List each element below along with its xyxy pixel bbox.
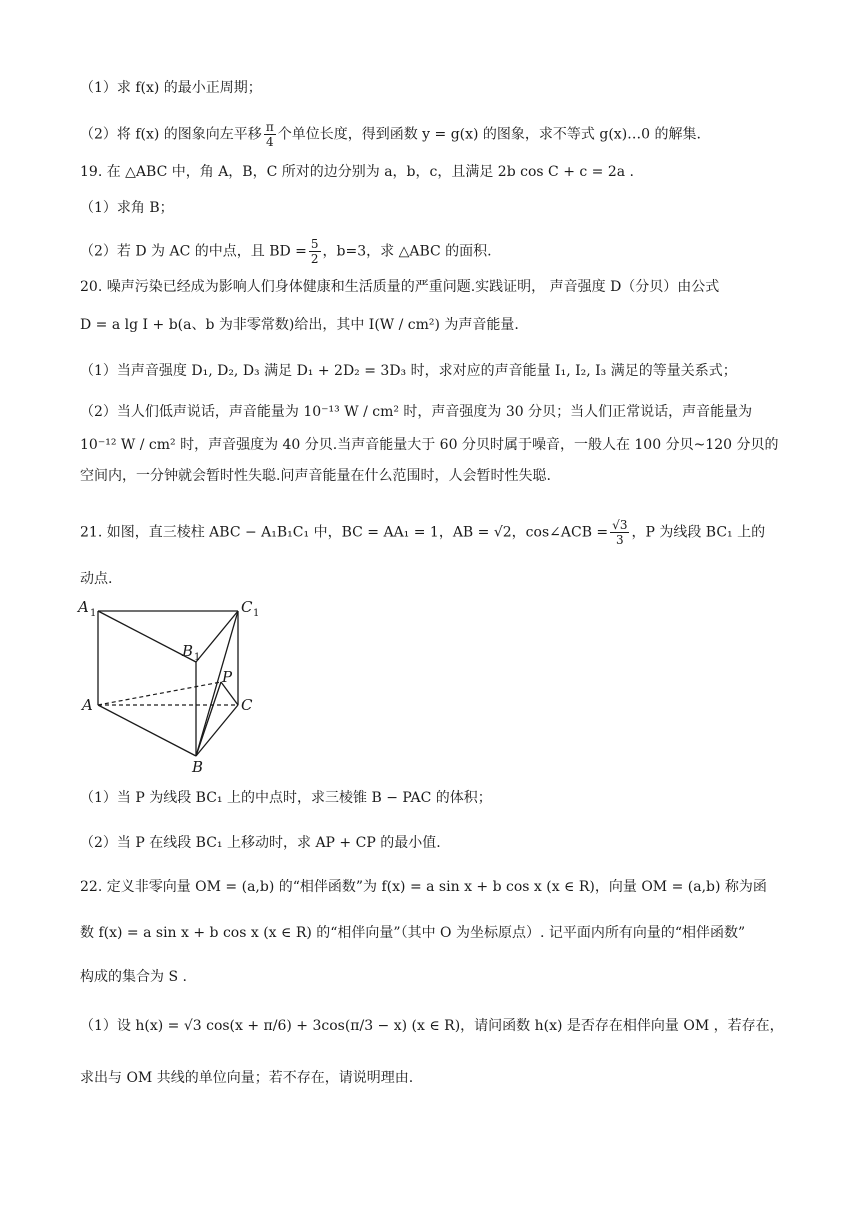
- q19-part1: （1）求角 B；: [80, 200, 174, 216]
- q22-part1-line1: （1）设 h(x) = √3 cos(x + π/6) + 3cos(π/3 − x) (x ∈ R)，请问函数 h(x) 是否存在相伴向量 OM ，若存在，: [80, 1018, 784, 1034]
- label-P: P: [222, 668, 233, 686]
- q20-part2-line3: 空间内，一分钟就会暂时性失聪.问声音能量在什么范围时，人会暂时性失聪.: [80, 468, 551, 484]
- q18-part1: （1）求 f(x) 的最小正周期；: [80, 80, 262, 96]
- svg-text:1: 1: [253, 608, 260, 619]
- fraction-sqrt3-over-3: $\frac{√3}{3}$: [612, 518, 628, 547]
- q19-part2: （2）若 D 为 AC 的中点，且 BD = $\frac{5}{2}$ ，b=3，求 △ABC 的面积.: [80, 237, 492, 266]
- q22-stem-line1: 22. 定义非零向量 OM = (a,b) 的“相伴函数”为 f(x) = a sin x + b cos x (x ∈ R)，向量 OM = (a,b) 称为函: [80, 879, 767, 895]
- q20-part2-line1: （2）当人们低声说话，声音能量为 10⁻¹³ W / cm² 时，声音强度为 30 分贝；当人们正常说话，声音能量为: [80, 404, 753, 420]
- fraction-5-over-2: $\frac{5}{2}$: [310, 237, 319, 266]
- q20-stem-line2: D = a lg I + b(a、b 为非零常数)给出，其中 I(W / cm²) 为声音能量.: [80, 317, 519, 333]
- svg-text:1: 1: [194, 652, 201, 663]
- q21-stem-line2: 动点.: [80, 571, 113, 587]
- label-C: C: [241, 696, 253, 714]
- fraction-pi-over-4: $\frac{\pi}{4}$: [265, 120, 274, 149]
- svg-text:1: 1: [90, 608, 97, 619]
- q19-stem: 19. 在 △ABC 中，角 A，B，C 所对的边分别为 a，b，c，且满足 2b cos C + c = 2a .: [80, 164, 635, 180]
- label-A: A: [82, 696, 93, 714]
- q22-stem-line2: 数 f(x) = a sin x + b cos x (x ∈ R) 的“相伴向量”（其中 O 为坐标原点）. 记平面内所有向量的“相伴函数”: [80, 925, 746, 941]
- q22-stem-line3: 构成的集合为 S .: [80, 969, 187, 985]
- q20-part1: （1）当声音强度 D₁, D₂, D₃ 满足 D₁ + 2D₂ = 3D₃ 时，求对应的声音能量 I₁, I₂, I₃ 满足的等量关系式；: [80, 363, 737, 379]
- q21-part2: （2）当 P 在线段 BC₁ 上移动时，求 AP + CP 的最小值.: [80, 835, 441, 851]
- q21-stem-line1: 21. 如图，直三棱柱 ABC − A₁B₁C₁ 中，BC = AA₁ = 1，AB = √2，cos∠ACB = $\frac{√3}{3}$ ，P 为线段 BC₁ 上的: [80, 518, 766, 547]
- q20-part2-line2: 10⁻¹² W / cm² 时，声音强度为 40 分贝.当声音能量大于 60 分贝时属于噪音，一般人在 100 分贝~120 分贝的: [80, 437, 779, 453]
- label-A1: A: [78, 598, 89, 616]
- label-B: B: [192, 758, 204, 776]
- q20-stem-line1: 20. 噪声污染已经成为影响人们身体健康和生活质量的严重问题.实践证明， 声音强度 D（分贝）由公式: [80, 279, 720, 295]
- label-B1: B: [182, 642, 194, 660]
- q18-part2: （2）将 f(x) 的图象向左平移 $\frac{\pi}{4}$ 个单位长度，得到函数 y = g(x) 的图象，求不等式 g(x)…0 的解集.: [80, 120, 701, 149]
- label-C1: C: [241, 598, 253, 616]
- q21-part1: （1）当 P 为线段 BC₁ 上的中点时，求三棱锥 B − PAC 的体积；: [80, 790, 492, 806]
- prism-figure: [76, 594, 276, 778]
- q22-part1-line2: 求出与 OM 共线的单位向量；若不存在，请说明理由.: [80, 1070, 414, 1086]
